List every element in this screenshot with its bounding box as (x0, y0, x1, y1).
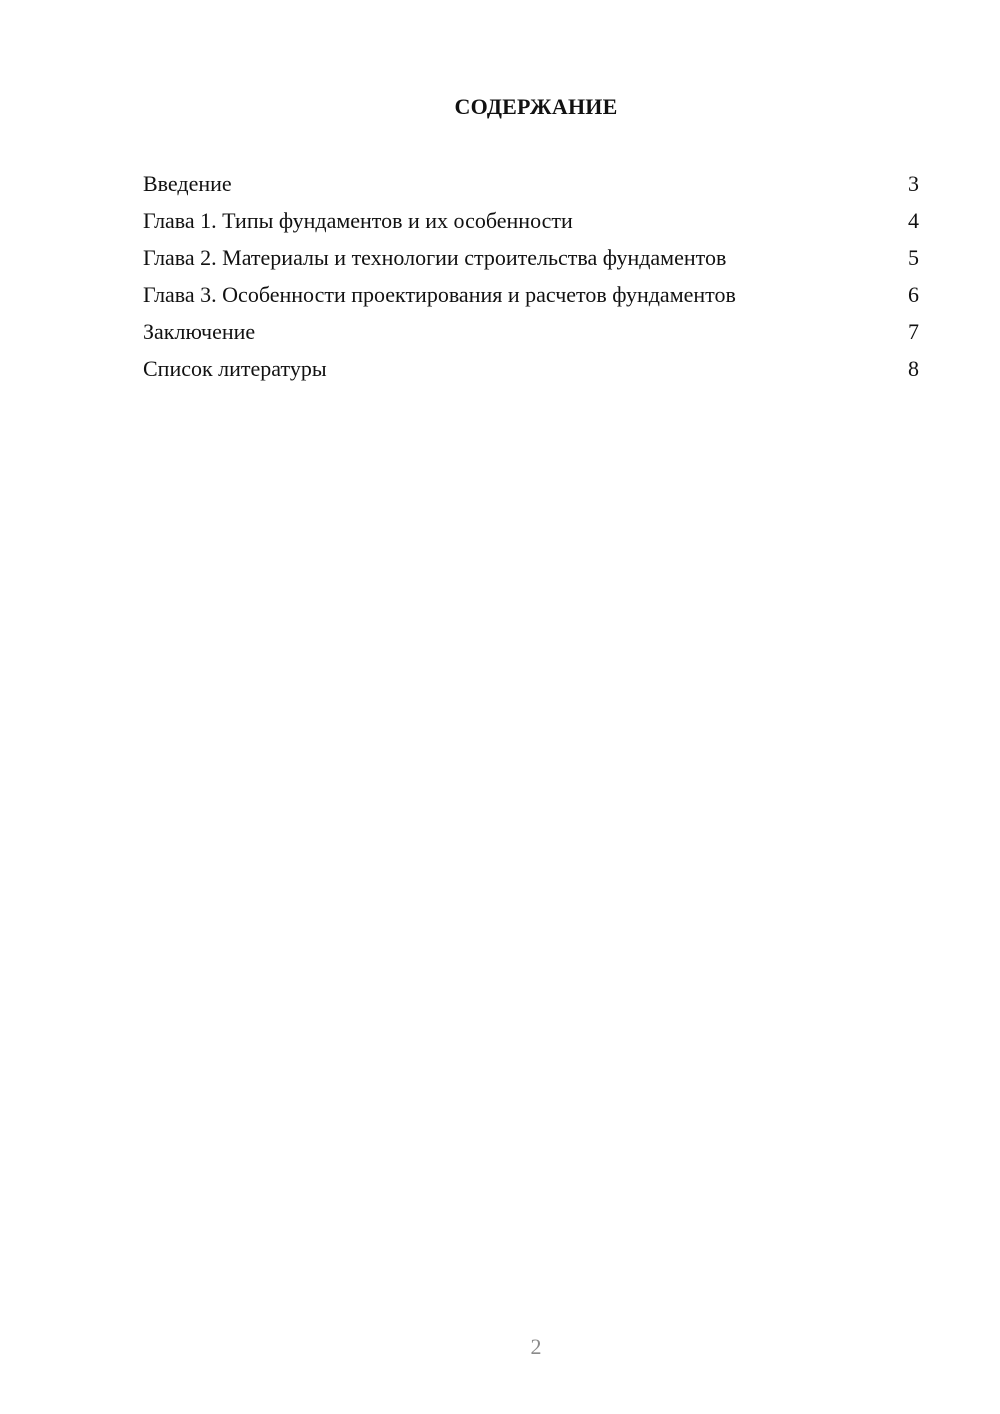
toc-entry-label: Список литературы (143, 356, 327, 381)
toc-entry-introduction[interactable] (143, 168, 919, 205)
toc-entry-chapter-3[interactable] (143, 279, 919, 316)
toc-entry-chapter-1[interactable] (143, 205, 919, 242)
toc-entry-page-number: 7 (908, 319, 919, 344)
toc-entry-label: Заключение (143, 319, 256, 344)
toc-entry-label: Введение (143, 171, 232, 196)
toc-entry-label: Глава 1. Типы фундаментов и их особенности (143, 208, 573, 233)
page-number: 2 (530, 1334, 542, 1359)
toc-entry-conclusion[interactable] (143, 316, 919, 353)
toc-entry-page-number: 3 (908, 171, 919, 196)
table-of-contents (143, 168, 919, 390)
toc-entry-page-number: 8 (908, 356, 919, 381)
toc-entry-chapter-2[interactable] (143, 242, 919, 279)
toc-entry-references[interactable] (143, 353, 919, 390)
toc-entry-page-number: 4 (908, 208, 919, 233)
toc-title: СОДЕРЖАНИЕ (454, 94, 618, 119)
toc-entry-label: Глава 3. Особенности проектирования и расчетов фундаментов (143, 282, 736, 307)
toc-entry-page-number: 6 (908, 282, 919, 307)
toc-entry-label: Глава 2. Материалы и технологии строительства фундаментов (143, 245, 727, 270)
toc-entry-page-number: 5 (908, 245, 919, 270)
